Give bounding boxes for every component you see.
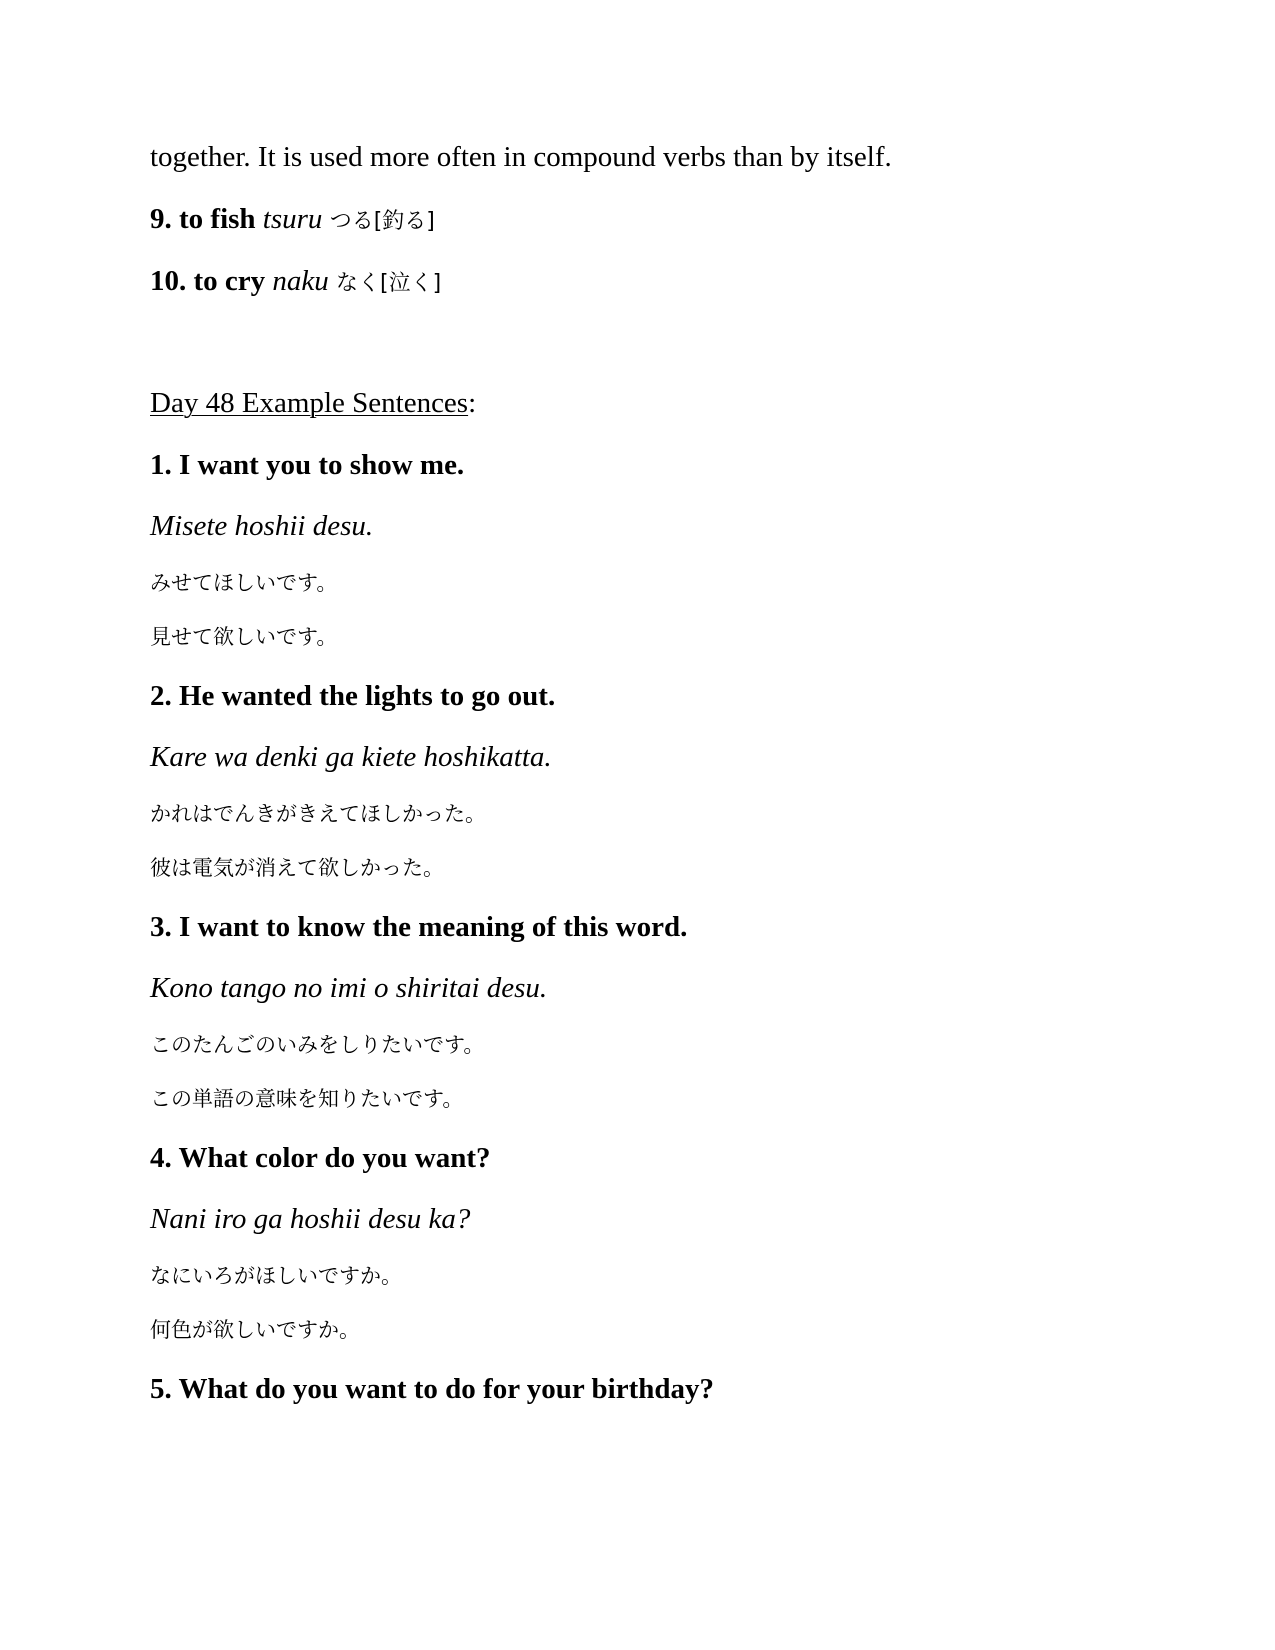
sentence-3-romaji: Kono tango no imi o shiritai desu. [150,972,548,1004]
sentence-4-romaji: Nani iro ga hoshii desu ka? [150,1203,471,1235]
sentence-3-kana: このたんごのいみをしりたいです。 [150,1033,485,1057]
sentence-1-romaji: Misete hoshii desu. [150,510,374,542]
sentence-2-kana: かれはでんきがきえてほしかった。 [150,802,486,826]
vocab-kana: つる[釣る] [329,209,435,234]
section-heading-colon: : [468,387,477,419]
vocab-kana: なく[泣く] [336,271,442,296]
vocab-english: 9. to fish [150,203,256,235]
sentence-4-english: 4. What color do you want? [150,1142,491,1174]
section-heading-text: Day 48 Example Sentences [150,387,469,419]
sentence-1-english: 1. I want you to show me. [150,449,465,481]
continuation-text: together. It is used more often in compound verbs than by itself. [150,141,892,173]
vocab-item-9 [150,205,435,234]
section-heading [150,389,476,418]
sentence-2-kanji: 彼は電気が消えて欲しかった。 [150,856,444,880]
vocab-item-10 [150,267,441,296]
sentence-1-kana: みせてほしいです。 [150,571,338,595]
sentence-4-kanji: 何色が欲しいですか。 [150,1318,360,1342]
sentence-2-english: 2. He wanted the lights to go out. [150,680,556,712]
sentence-3-kanji: この単語の意味を知りたいです。 [150,1087,464,1111]
sentence-4-kana: なにいろがほしいですか。 [150,1264,402,1288]
sentence-1-kanji: 見せて欲しいです。 [150,625,338,649]
sentence-3-english: 3. I want to know the meaning of this word. [150,911,688,943]
vocab-english: 10. to cry [150,265,266,297]
sentence-5-english: 5. What do you want to do for your birthday? [150,1373,714,1405]
sentence-2-romaji: Kare wa denki ga kiete hoshikatta. [150,741,552,773]
vocab-romaji: naku [272,265,329,297]
vocab-romaji: tsuru [262,203,323,235]
